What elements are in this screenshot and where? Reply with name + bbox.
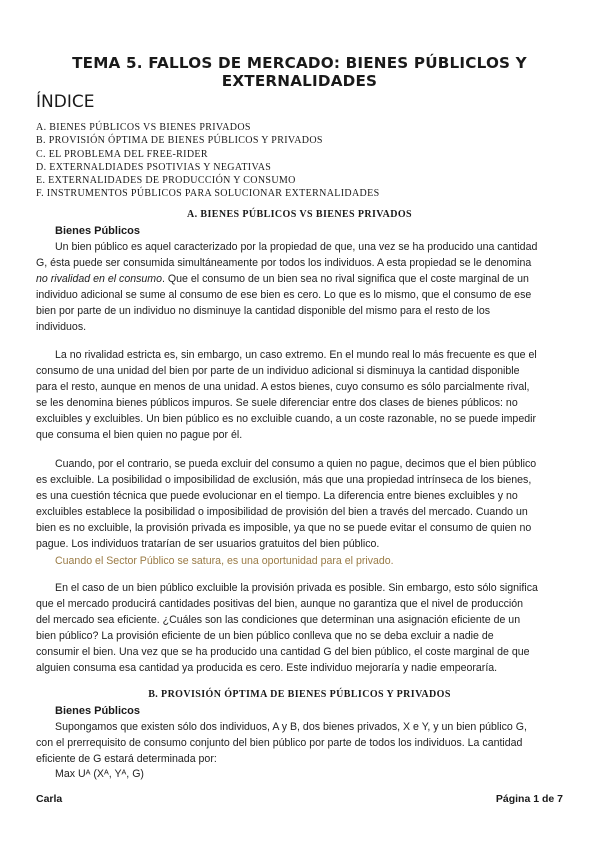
text-line: bien por parte de un individuo no disminuye la cantidad disponible del mismo para el resto de los: [36, 305, 491, 318]
section-a-paragraph-3: [36, 456, 566, 569]
text-line: del mercado sea eficiente. ¿Cuáles son las condiciones que determinan una asignación eficiente de un: [36, 614, 521, 627]
section-b-heading: B. PROVISIÓN ÓPTIMA DE BIENES PÚBLICOS Y PRIVADOS: [148, 689, 451, 700]
text-line: que consuma el bien quien no pague por él.: [36, 429, 243, 442]
text-line: G, ésta puede ser consumida simultáneamente por todos los individuos. A esta propiedad se le denomina: [36, 257, 532, 270]
text-line: es una cuestión técnica que puede evolucionar en el tiempo. La diferencia entre bienes excluibles y no: [36, 490, 518, 503]
text-line: individuos.: [36, 321, 87, 334]
text-line: excluibles establece la posibilidad o imposibilidad de provisión del bien a través del mercado. Cuando un: [36, 506, 528, 519]
text-line: bien es no excluible, la provisión privada es imposible, ya que no se puede evitar el consumo de quien no: [36, 522, 532, 535]
text-line: Supongamos que existen sólo dos individuos, A y B, dos bienes privados, X e Y, y un bien público G,: [55, 721, 527, 733]
text-line: [36, 271, 566, 287]
utility-formula: Max Uᴬ (Xᴬ, Yᴬ, G): [55, 768, 144, 780]
toc-item: B. PROVISIÓN ÓPTIMA DE BIENES PÚBLICOS Y PRIVADOS: [36, 135, 323, 147]
toc-item: A. BIENES PÚBLICOS VS BIENES PRIVADOS: [36, 122, 251, 133]
text-line: consumo de una unidad del bien por parte de un individuo adicional si disminuya la cantidad disponible: [36, 365, 520, 378]
text-line: excluibles y excluibles. Un bien público es no excluible cuando, a un coste razonable, no se puede impedir: [36, 413, 536, 426]
text-line: La no rivalidad estricta es, sin embargo, un caso extremo. En el mundo real lo más frecuente es que el: [55, 349, 537, 361]
section-a-paragraph-4: [36, 580, 566, 677]
text-line: con el prerrequisito de consumo conjunto del bien público por parte de todos los individuos. La cantidad: [36, 737, 523, 750]
text-line: consumir el bien. Una vez que se ha producido una cantidad G del bien público, el coste marginal de que: [36, 646, 530, 659]
index-heading: ÍNDICE: [36, 92, 95, 112]
text-line: En el caso de un bien público excluible la provisión privada es posible. Sin embargo, esto sólo significa: [55, 582, 538, 594]
footer-page-number: Página 1 de 7: [495, 793, 563, 805]
text-line: pague. Los individuos tratarían de ser usuarios gratuitos del bien público.: [36, 538, 380, 551]
text-line: Un bien público es aquel caracterizado por la propiedad de que, una vez se ha producido una cantidad: [55, 241, 538, 253]
footer-author: Carla: [36, 793, 63, 805]
text-line: eficiente de G estará determinada por:: [36, 753, 217, 766]
text-line: Cuando, por el contrario, se pueda excluir del consumo a quien no pague, decimos que el bien público: [55, 458, 537, 470]
toc-item: F. INSTRUMENTOS PÚBLICOS PARA SOLUCIONAR EXTERNALIDADES: [36, 188, 380, 200]
text-line: individuo adicional se sume al consumo de ese bien es cero. Lo que es lo mismo, que el consumo de ese: [36, 289, 532, 302]
section-b-subheading: Bienes Públicos: [55, 705, 140, 717]
toc-item: D. EXTERNALDIADES PSOTIVIAS Y NEGATIVAS: [36, 161, 272, 173]
text-line: bien público? La provisión eficiente de un bien público conlleva que no se deba excluir a nadie de: [36, 630, 494, 643]
text-line: se les denomina bienes públicos impuros. Se suele diferenciar entre dos clases de bienes públicos: no: [36, 397, 518, 410]
document-title: TEMA 5. FALLOS DE MERCADO: BIENES PÚBLICLOS Y EXTERNALIDADES: [72, 54, 527, 90]
emphasis-term: no rivalidad en el consumo: [36, 273, 163, 286]
section-a-heading: A. BIENES PÚBLICOS VS BIENES PRIVADOS: [186, 209, 413, 220]
text-line: para el resto, aunque en menos de una unidad. A estos bienes, cuyo consumo es sólo parcialmente rival,: [36, 381, 530, 394]
section-a-paragraph-1: [36, 239, 566, 336]
section-a-subheading: Bienes Públicos: [55, 225, 140, 237]
highlighted-note: Cuando el Sector Público se satura, es una oportunidad para el privado.: [55, 554, 394, 567]
toc-item: E. EXTERNALIDADES DE PRODUCCIÓN Y CONSUMO: [36, 175, 296, 187]
toc-item: C. EL PROBLEMA DEL FREE-RIDER: [36, 148, 208, 160]
section-a-paragraph-2: [36, 347, 566, 444]
text-line: alguien consuma esa cantidad ya producida es cero. Este individuo mejoraría y nadie empeoraría.: [36, 662, 498, 675]
text-span: . Que el consumo de un bien sea no rival significa que el coste marginal de un: [162, 273, 529, 286]
text-line: es excluible. La posibilidad o imposibilidad de exclusión, más que una propiedad intrínseca de los bienes,: [36, 474, 532, 487]
section-b-paragraph-1: [36, 719, 566, 767]
text-line: que el mercado producirá cantidades positivas del bien, aunque no garantiza que el nivel de producción: [36, 598, 524, 611]
table-of-contents: [36, 121, 380, 201]
